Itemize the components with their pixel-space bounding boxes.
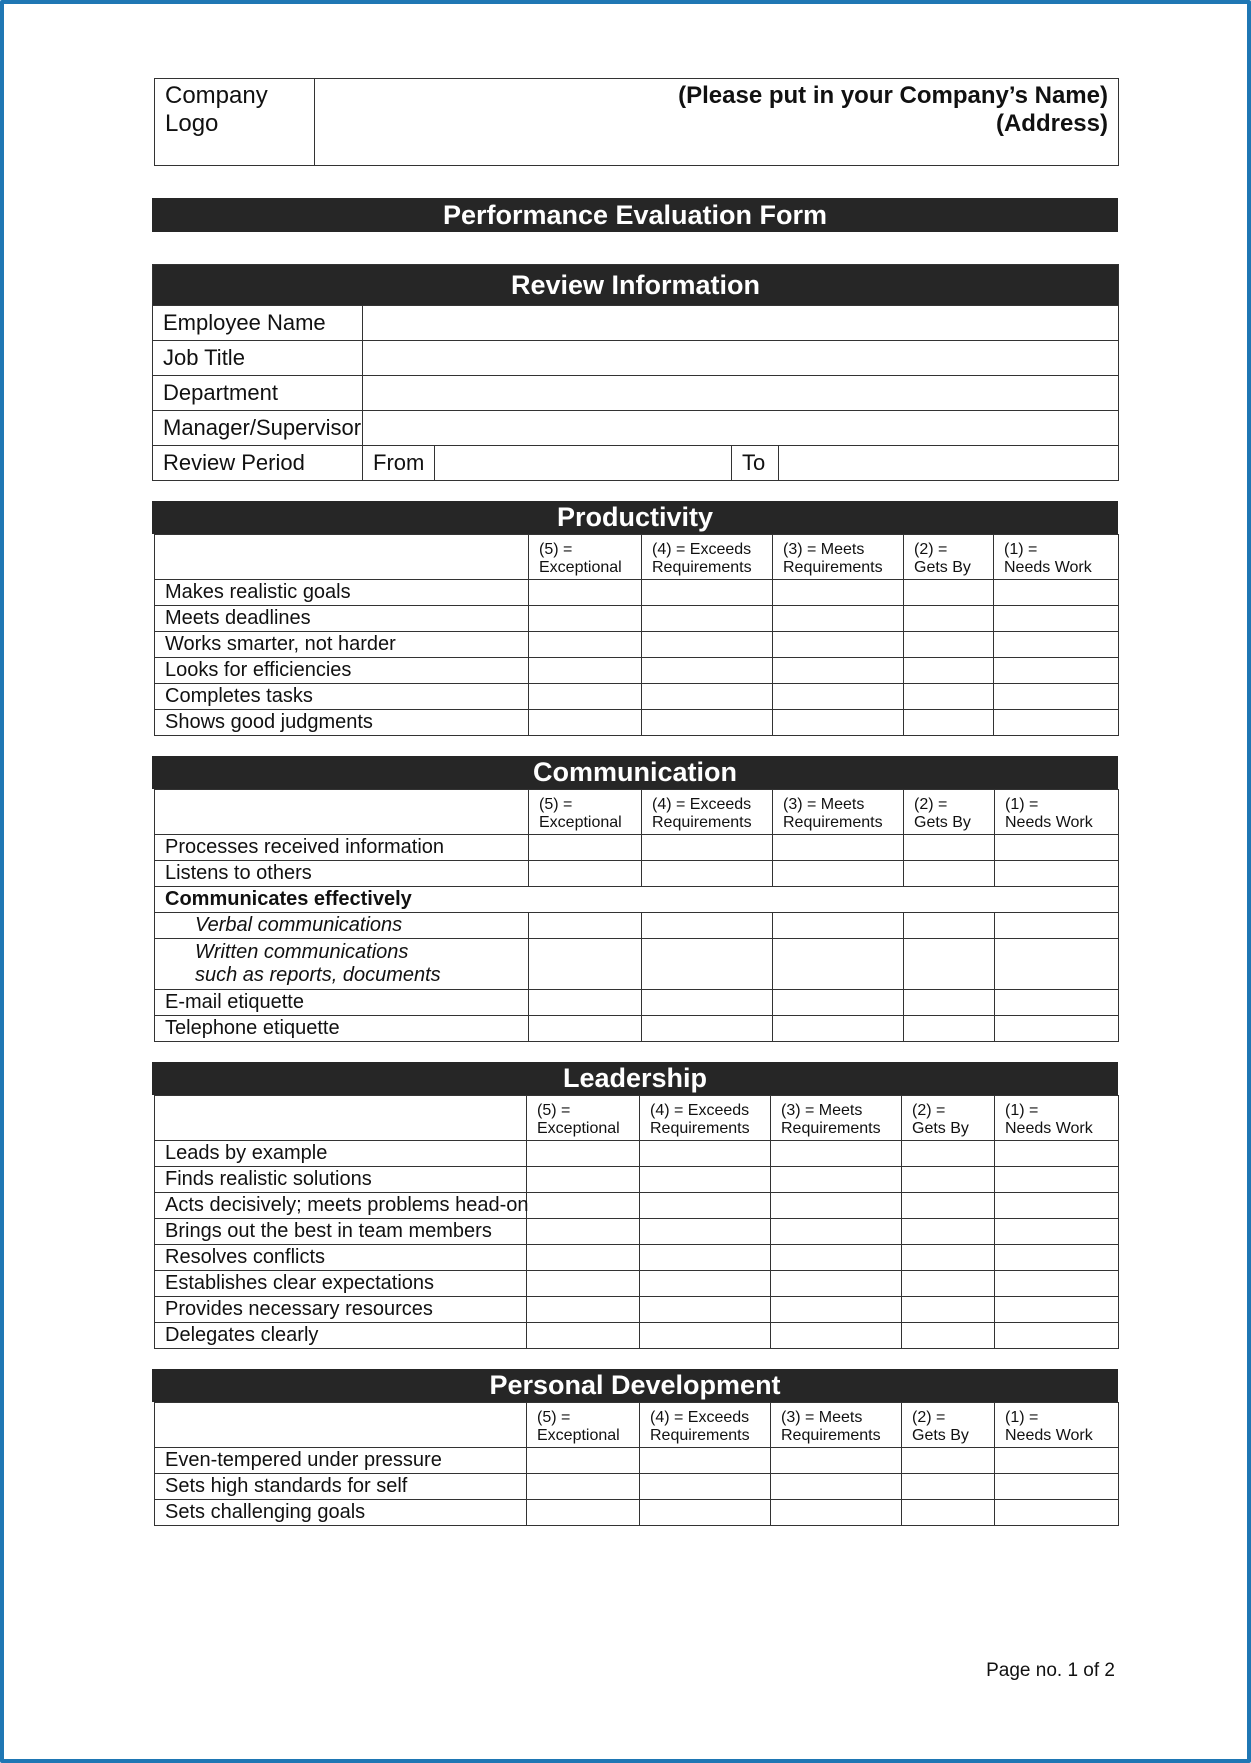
table-row: Looks for efficiencies: [155, 658, 1119, 684]
table-row: Provides necessary resources: [155, 1297, 1119, 1323]
rating-cell[interactable]: [995, 1500, 1119, 1526]
rating-1-header: (1) = Needs Work: [995, 1403, 1119, 1448]
rating-2-header: (2) = Gets By: [902, 1096, 995, 1141]
rating-cell[interactable]: [773, 606, 904, 632]
rating-cell[interactable]: [529, 684, 642, 710]
to-field[interactable]: [779, 446, 1119, 481]
communication-table: [154, 789, 1119, 1042]
company-header: [154, 78, 1119, 166]
rating-cell[interactable]: [995, 990, 1119, 1016]
rating-cell[interactable]: [773, 990, 904, 1016]
rating-1-header: (1) = Needs Work: [995, 790, 1119, 835]
rating-cell[interactable]: [642, 684, 773, 710]
communication-section: [152, 756, 1118, 1042]
rating-3-header: (3) = Meets Requirements: [773, 535, 904, 580]
rating-cell[interactable]: [994, 710, 1119, 736]
rating-cell[interactable]: [529, 1016, 642, 1042]
table-row: Completes tasks: [155, 684, 1119, 710]
productivity-table: [154, 534, 1119, 736]
rating-cell[interactable]: [995, 913, 1119, 939]
rating-cell[interactable]: [642, 658, 773, 684]
rating-2-header: (2) = Gets By: [904, 535, 994, 580]
rating-cell[interactable]: [995, 1016, 1119, 1042]
rating-cell[interactable]: [904, 658, 994, 684]
rating-cell[interactable]: [642, 632, 773, 658]
rating-cell[interactable]: [995, 1141, 1119, 1167]
rating-cell[interactable]: [527, 1474, 640, 1500]
rating-cell[interactable]: [527, 1271, 640, 1297]
rating-cell[interactable]: [642, 990, 773, 1016]
rating-cell[interactable]: [640, 1500, 771, 1526]
rating-3-header: (3) = Meets Requirements: [773, 790, 904, 835]
rating-cell[interactable]: [527, 1297, 640, 1323]
rating-cell[interactable]: [771, 1167, 902, 1193]
rating-cell[interactable]: [640, 1219, 771, 1245]
rating-scale-header: [155, 1403, 1119, 1448]
rating-cell[interactable]: [529, 990, 642, 1016]
rating-cell[interactable]: [773, 835, 904, 861]
rating-cell[interactable]: [902, 1297, 995, 1323]
department-field[interactable]: [363, 376, 1119, 411]
rating-cell[interactable]: [529, 658, 642, 684]
table-row: Delegates clearly: [155, 1323, 1119, 1349]
rating-cell[interactable]: [527, 1193, 640, 1219]
rating-cell[interactable]: [527, 1448, 640, 1474]
blank-header: [155, 535, 529, 580]
rating-cell[interactable]: [773, 1016, 904, 1042]
personal-development-title: Personal Development: [152, 1369, 1118, 1402]
rating-cell[interactable]: [902, 1474, 995, 1500]
rating-cell[interactable]: [640, 1448, 771, 1474]
rating-cell[interactable]: [771, 1448, 902, 1474]
rating-cell[interactable]: [995, 1167, 1119, 1193]
employee-name-field[interactable]: [363, 306, 1119, 341]
rating-cell[interactable]: [902, 1271, 995, 1297]
rating-cell[interactable]: [773, 632, 904, 658]
rating-cell[interactable]: [904, 861, 995, 887]
rating-cell[interactable]: [902, 1167, 995, 1193]
table-row: Telephone etiquette: [155, 1016, 1119, 1042]
rating-cell[interactable]: [995, 1193, 1119, 1219]
rating-cell[interactable]: [904, 606, 994, 632]
table-row: Works smarter, not harder: [155, 632, 1119, 658]
review-title: Review Information: [153, 265, 1119, 306]
productivity-section: [152, 501, 1118, 736]
rating-cell[interactable]: [994, 684, 1119, 710]
table-row: Even-tempered under pressure: [155, 1448, 1119, 1474]
rating-cell[interactable]: [771, 1500, 902, 1526]
rating-cell[interactable]: [642, 913, 773, 939]
company-address: (Address): [995, 110, 1108, 137]
table-row: Brings out the best in team members: [155, 1219, 1119, 1245]
rating-cell[interactable]: [771, 1193, 902, 1219]
rating-cell[interactable]: [904, 913, 995, 939]
job-title-label: Job Title: [153, 341, 363, 376]
rating-cell[interactable]: [640, 1193, 771, 1219]
company-name-cell: [315, 79, 1118, 165]
blank-header: [155, 1096, 527, 1141]
rating-cell[interactable]: [642, 835, 773, 861]
table-row: Listens to others: [155, 861, 1119, 887]
from-label: From: [363, 446, 435, 481]
blank-header: [155, 1403, 527, 1448]
rating-2-header: (2) = Gets By: [904, 790, 995, 835]
review-information-table: [152, 264, 1119, 481]
rating-cell[interactable]: [642, 710, 773, 736]
rating-cell[interactable]: [640, 1271, 771, 1297]
rating-cell[interactable]: [902, 1193, 995, 1219]
rating-cell[interactable]: [904, 632, 994, 658]
communication-title: Communication: [152, 756, 1118, 789]
group-heading: Communicates effectively: [155, 887, 1119, 913]
logo-line-1: Company: [165, 82, 268, 109]
rating-cell[interactable]: [773, 710, 904, 736]
table-row: Acts decisively; meets problems head-on: [155, 1193, 1119, 1219]
form-title: Performance Evaluation Form: [152, 198, 1118, 232]
rating-cell[interactable]: [995, 1245, 1119, 1271]
personal-development-table: [154, 1402, 1119, 1526]
table-row: Verbal communications: [155, 913, 1119, 939]
rating-cell[interactable]: [642, 1016, 773, 1042]
table-row: Written communications such as reports, documents: [155, 939, 1119, 990]
rating-cell[interactable]: [902, 1141, 995, 1167]
page-number: Page no. 1 of 2: [986, 1660, 1115, 1681]
table-row: Establishes clear expectations: [155, 1271, 1119, 1297]
rating-cell[interactable]: [529, 606, 642, 632]
rating-cell[interactable]: [771, 1245, 902, 1271]
rating-cell[interactable]: [771, 1271, 902, 1297]
rating-cell[interactable]: [527, 1500, 640, 1526]
rating-cell[interactable]: [529, 913, 642, 939]
table-row: E-mail etiquette: [155, 990, 1119, 1016]
rating-cell[interactable]: [904, 580, 994, 606]
review-period-label: Review Period: [153, 446, 363, 481]
company-logo-placeholder: [155, 79, 315, 165]
rating-cell[interactable]: [773, 658, 904, 684]
rating-cell[interactable]: [902, 1448, 995, 1474]
rating-cell[interactable]: [995, 1219, 1119, 1245]
rating-cell[interactable]: [527, 1245, 640, 1271]
rating-cell[interactable]: [640, 1167, 771, 1193]
rating-cell[interactable]: [640, 1141, 771, 1167]
rating-cell[interactable]: [904, 939, 995, 990]
rating-scale-header: [155, 1096, 1119, 1141]
rating-cell[interactable]: [529, 861, 642, 887]
rating-4-header: (4) = Exceeds Requirements: [642, 790, 773, 835]
personal-development-section: [152, 1369, 1118, 1526]
table-row: Resolves conflicts: [155, 1245, 1119, 1271]
rating-4-header: (4) = Exceeds Requirements: [640, 1096, 771, 1141]
company-name: (Please put in your Company’s Name): [678, 82, 1108, 109]
rating-cell[interactable]: [994, 606, 1119, 632]
rating-scale-header: [155, 535, 1119, 580]
rating-cell[interactable]: [771, 1141, 902, 1167]
rating-cell[interactable]: [904, 684, 994, 710]
rating-3-header: (3) = Meets Requirements: [771, 1403, 902, 1448]
rating-cell[interactable]: [902, 1500, 995, 1526]
rating-2-header: (2) = Gets By: [902, 1403, 995, 1448]
rating-cell[interactable]: [773, 861, 904, 887]
rating-cell[interactable]: [640, 1474, 771, 1500]
rating-cell[interactable]: [902, 1219, 995, 1245]
rating-cell[interactable]: [771, 1474, 902, 1500]
rating-cell[interactable]: [527, 1219, 640, 1245]
rating-cell[interactable]: [995, 1323, 1119, 1349]
productivity-title: Productivity: [152, 501, 1118, 534]
rating-cell[interactable]: [527, 1167, 640, 1193]
rating-cell[interactable]: [529, 580, 642, 606]
table-row: [155, 887, 1119, 913]
logo-line-2: Logo: [165, 110, 219, 137]
rating-cell[interactable]: [640, 1245, 771, 1271]
table-row: Leads by example: [155, 1141, 1119, 1167]
rating-cell[interactable]: [642, 606, 773, 632]
rating-cell[interactable]: [527, 1141, 640, 1167]
rating-cell[interactable]: [642, 580, 773, 606]
rating-cell[interactable]: [995, 1474, 1119, 1500]
rating-5-header: (5) = Exceptional: [529, 790, 642, 835]
rating-cell[interactable]: [994, 580, 1119, 606]
rating-cell[interactable]: [529, 710, 642, 736]
rating-cell[interactable]: [773, 580, 904, 606]
table-row: Sets high standards for self: [155, 1474, 1119, 1500]
table-row: Makes realistic goals: [155, 580, 1119, 606]
rating-cell[interactable]: [771, 1297, 902, 1323]
rating-cell[interactable]: [773, 939, 904, 990]
rating-cell[interactable]: [640, 1323, 771, 1349]
rating-cell[interactable]: [995, 939, 1119, 990]
rating-4-header: (4) = Exceeds Requirements: [642, 535, 773, 580]
rating-cell[interactable]: [642, 939, 773, 990]
leadership-section: [152, 1062, 1118, 1349]
leadership-title: Leadership: [152, 1062, 1118, 1095]
rating-1-header: (1) = Needs Work: [995, 1096, 1119, 1141]
rating-cell[interactable]: [995, 1448, 1119, 1474]
rating-cell[interactable]: [904, 990, 995, 1016]
rating-cell[interactable]: [994, 658, 1119, 684]
rating-cell[interactable]: [773, 913, 904, 939]
rating-cell[interactable]: [995, 1297, 1119, 1323]
job-title-field[interactable]: [363, 341, 1119, 376]
rating-cell[interactable]: [902, 1323, 995, 1349]
rating-cell[interactable]: [771, 1219, 902, 1245]
rating-cell[interactable]: [995, 861, 1119, 887]
table-row: Processes received information: [155, 835, 1119, 861]
table-row: Sets challenging goals: [155, 1500, 1119, 1526]
rating-cell[interactable]: [529, 835, 642, 861]
rating-5-header: (5) = Exceptional: [527, 1096, 640, 1141]
rating-cell[interactable]: [994, 632, 1119, 658]
leadership-table: [154, 1095, 1119, 1349]
rating-5-header: (5) = Exceptional: [529, 535, 642, 580]
rating-cell[interactable]: [773, 684, 904, 710]
rating-5-header: (5) = Exceptional: [527, 1403, 640, 1448]
from-field[interactable]: [435, 446, 732, 481]
blank-header: [155, 790, 529, 835]
rating-cell[interactable]: [642, 861, 773, 887]
rating-cell[interactable]: [771, 1323, 902, 1349]
department-label: Department: [153, 376, 363, 411]
rating-1-header: (1) = Needs Work: [994, 535, 1119, 580]
rating-3-header: (3) = Meets Requirements: [771, 1096, 902, 1141]
rating-cell[interactable]: [995, 835, 1119, 861]
to-label: To: [732, 446, 779, 481]
table-row: Shows good judgments: [155, 710, 1119, 736]
form-page: [152, 78, 1118, 1526]
rating-cell[interactable]: [904, 1016, 995, 1042]
manager-field[interactable]: [363, 411, 1119, 446]
rating-cell[interactable]: [902, 1245, 995, 1271]
rating-cell[interactable]: [640, 1297, 771, 1323]
manager-label: Manager/Supervisor: [153, 411, 363, 446]
rating-cell[interactable]: [527, 1323, 640, 1349]
employee-name-label: Employee Name: [153, 306, 363, 341]
table-row: Meets deadlines: [155, 606, 1119, 632]
rating-cell[interactable]: [904, 835, 995, 861]
rating-cell[interactable]: [529, 632, 642, 658]
rating-cell[interactable]: [529, 939, 642, 990]
rating-4-header: (4) = Exceeds Requirements: [640, 1403, 771, 1448]
rating-scale-header: [155, 790, 1119, 835]
table-row: Finds realistic solutions: [155, 1167, 1119, 1193]
rating-cell[interactable]: [904, 710, 994, 736]
rating-cell[interactable]: [995, 1271, 1119, 1297]
